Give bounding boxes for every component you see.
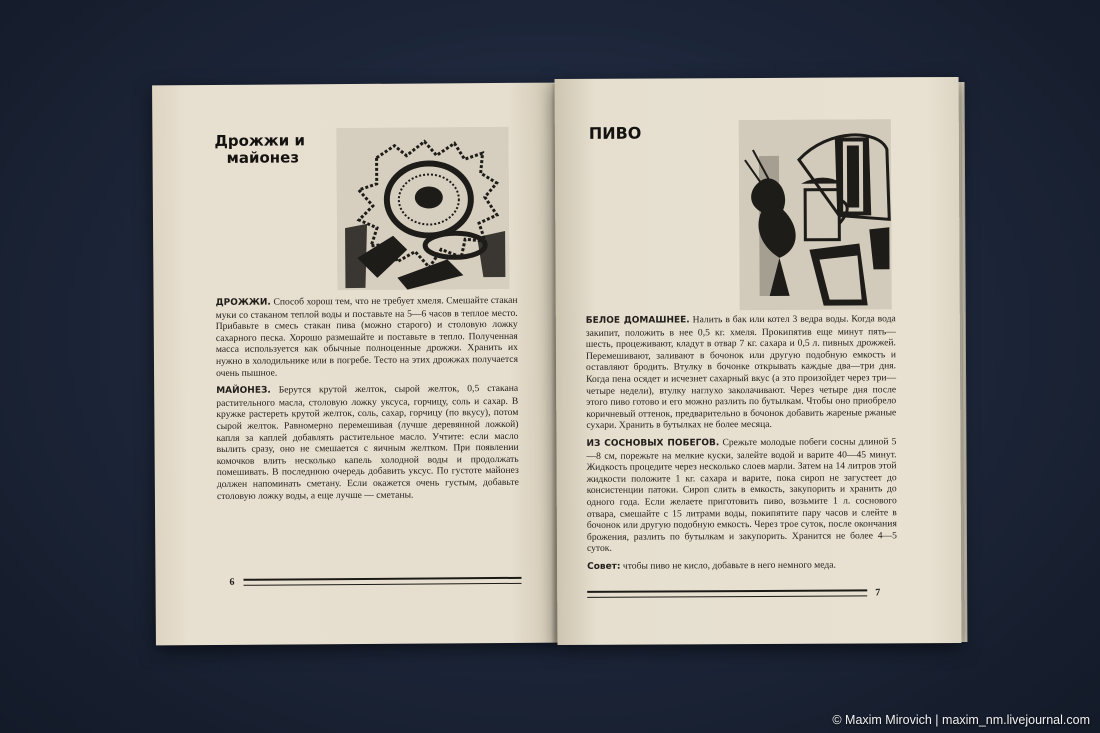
yeast-paragraph bbox=[216, 295, 519, 379]
right-page-text bbox=[586, 313, 897, 579]
right-page bbox=[555, 77, 962, 645]
tip-body: чтобы пиво не кисло, добавьте в него немного меда. bbox=[622, 559, 836, 572]
mayonnaise-body: Берутся крутой желток, сырой желток, 0,5 стакана растительного масла, столовую ложку уксуса, горчицу, соль и сахар. В кружке растереть крутой желток, соль, сахар, горчицу (по вкусу), потом сырой желток. Равномерно перемешивая (лучше деревянной ложкой) капля за каплей добавлять растительное масло. Учтите: если масло вылить сразу, оно не смешается с яичным желтком. При появлении комочков влить несколько капель холодной воды и продолжать помешивать. В последнюю очередь добавить уксус. По густоте майонез должен напоминать сметану. Если окажется очень густым, добавьте столовую ложку воды, а еще лучше — сметаны. bbox=[216, 383, 519, 502]
heading-line-1: Дрожжи и bbox=[214, 131, 306, 150]
beer-illustration bbox=[739, 119, 892, 310]
white-beer-paragraph bbox=[586, 313, 897, 432]
right-footer-rule bbox=[587, 589, 867, 592]
mayonnaise-illustration bbox=[336, 127, 509, 290]
mayonnaise-title: МАЙОНЕЗ. bbox=[216, 385, 271, 397]
right-footer-rule-thin bbox=[587, 595, 867, 597]
left-footer-rule-thin bbox=[244, 583, 522, 586]
white-beer-title: БЕЛОЕ ДОМАШНЕЕ. bbox=[585, 315, 690, 326]
left-page bbox=[152, 83, 560, 646]
tip-paragraph bbox=[587, 559, 897, 573]
yeast-body: Способ хорош тем, что не требует хмеля. Смешайте стакан муки со стаканом теплой воды и поставьте на 5—6 часов в теплое место. Прибавьте в смесь стакан пива (можно старого) и столовую ложку сахарного песка. Хорошо размешайте и поставьте в тепло. Полученная масса используется как обычные полноценные дрожжи. Хранить их нужно в холодильнике или в погребе. Тесто на этих дрожжах получается очень пышное. bbox=[215, 294, 519, 379]
heading-line-2: майонез bbox=[226, 148, 300, 167]
left-page-text bbox=[216, 295, 519, 508]
left-page-heading bbox=[214, 132, 305, 167]
mayonnaise-paragraph bbox=[216, 383, 519, 502]
white-beer-body: Налить в бак или котел 3 ведра воды. Когда вода закипит, положить в нее 0,5 кг. хмеля. Прокипятив еще минут пять—шесть, процеживают, кладут в отвар 7 кг. сахара и 0,5 л. пивных дрожжей. Перемешивают, заливают в бочонок или другую подобную емкость и оставляют бродить. Втулку в бочонке открывать каждые два—три дня. Когда пена осядет и исчезнет сахарный вкус (а это произойдет через три—четыре недели), втулку наглухо заколачивают. Через четыре дня после этого пиво готово и его можно разлить по бутылкам. Чтобы оно приобрело коричневый оттенок, предварительно в бочонок добавить жареные ржаные сухари. Хранить в бутылках не более месяца. bbox=[585, 313, 897, 432]
pine-beer-body: Срежьте молодые побеги сосны длиной 5—8 см, порежьте на мелкие куски, залейте водой и варите 40—45 минут. Жидкость процедите через несколько слоев марли. Затем на 14 литров этой жидкости положите 1 кг. сахара и варите, пока сироп не загустеет до консистенции патоки. Сироп слить в емкость, закупорить и хранить до одного года. Если желаете приготовить пиво, возьмите 1 л. соснового отвара, смешайте с 15 литрами воды, покипятите пару часов и слейте в бочонок или другую подобную емкость. Через трое суток, после окончания брожения, разлить по бутылкам и закупорить. Хранится не более 4—5 суток. bbox=[586, 436, 897, 555]
left-page-number: 6 bbox=[229, 576, 235, 588]
tip-title: Совет: bbox=[587, 561, 621, 572]
right-page-heading: ПИВО bbox=[588, 123, 642, 143]
pine-beer-paragraph bbox=[586, 436, 897, 555]
yeast-title: ДРОЖЖИ. bbox=[215, 297, 271, 308]
pine-beer-title: ИЗ СОСНОВЫХ ПОБЕГОВ. bbox=[586, 438, 720, 449]
photo-credit: © Maxim Mirovich | maxim_nm.livejournal.com bbox=[832, 713, 1090, 727]
left-footer-rule bbox=[243, 577, 521, 581]
right-page-number: 7 bbox=[875, 587, 881, 599]
